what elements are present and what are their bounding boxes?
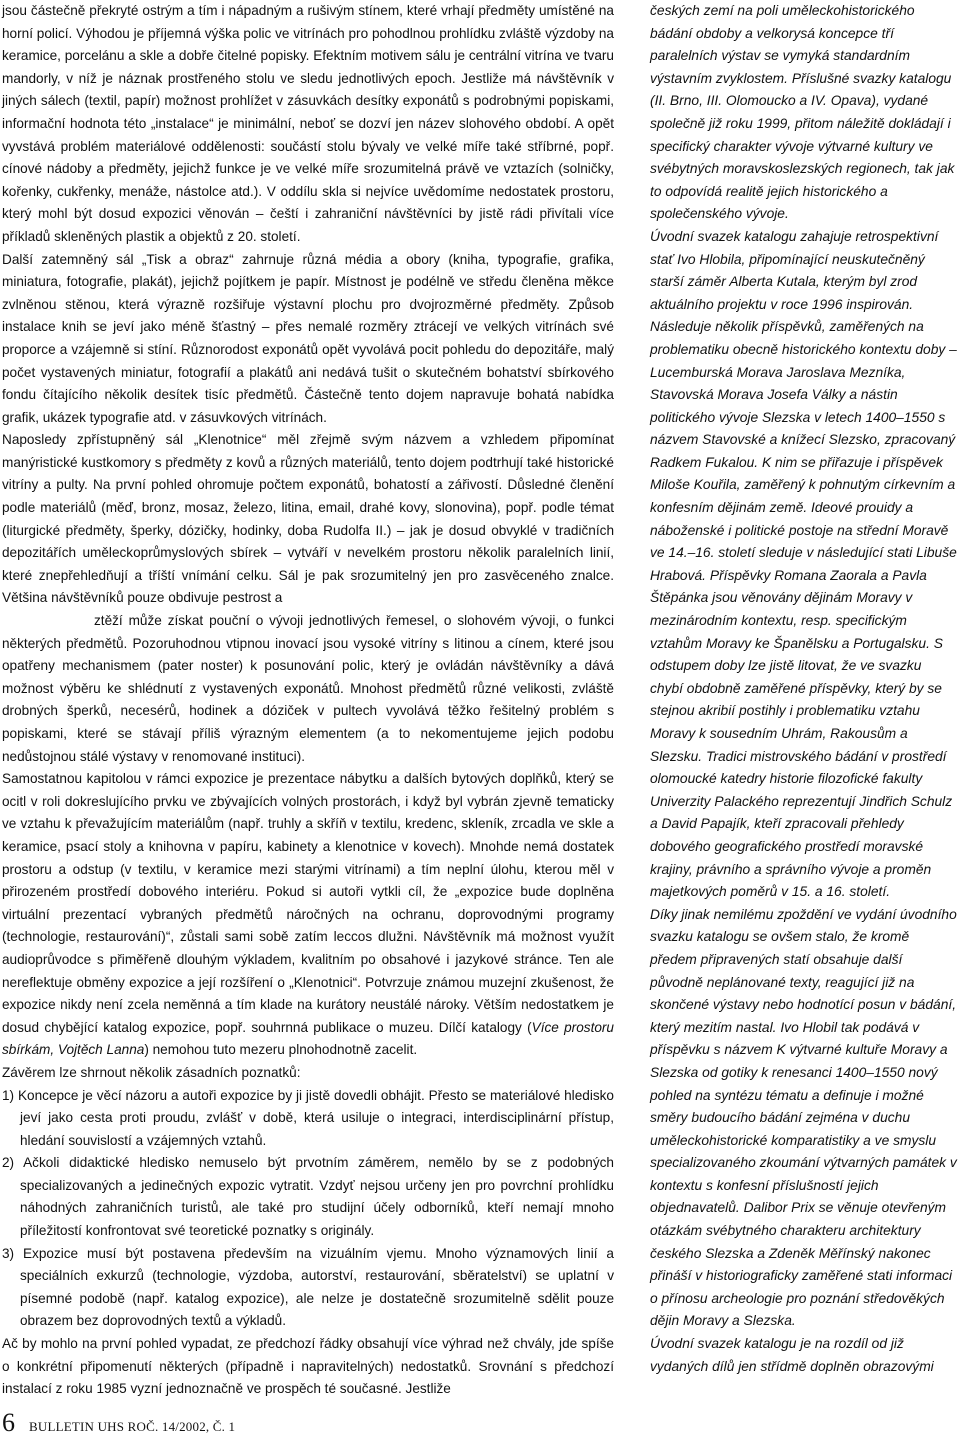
running-footer-title: BULLETIN UHS ROČ. 14/2002, Č. 1	[29, 1419, 236, 1434]
paragraph-final: Ač by mohlo na první pohled vypadat, ze předchozí řádky obsahují více výhrad než chvály, jde spíše o konkrétní připomenutí některých (případně i napravitelných) nedostatků. Srovnání s předchozí instalací z roku 1985 vyzní jednoznačně ve prospěch té současné. Jestliže	[2, 1336, 614, 1397]
page-number: 6	[2, 1408, 15, 1437]
list-item-2: 2) Ačkoli didaktické hledisko nemuselo být prvotním záměrem, nemělo by se z podobných specializovaných a jedinečných expozic vytratit. Vzdyť nejsou určeny jen pro povrchní prohlídku náhodných zahraničních turistů, ale také pro studijní účely odborníků, kteří nemají mnoho příležitostí konfrontovat své teoretické poznatky s originály.	[2, 1155, 614, 1239]
list-item-1: 1) Koncepce je věcí názoru a autoři expozice by ji jistě dovedli obhájit. Přesto se materiálové hledisko jeví jako cesta proti proudu, zvlášť v době, která usiluje o integraci, interdisciplinární přístup, hledání souvislostí a vzájemných vztahů.	[2, 1087, 614, 1148]
furniture-text-end: ) nemohou tuto mezeru plnohodnotně zacelit.	[144, 1042, 418, 1058]
review-paragraph-4: Úvodní svazek katalogu je na rozdíl od již vydaných dílů jen střídmě doplněn obrazovými	[650, 1336, 934, 1374]
catalog-titles: Více prostoru sbírkám, Vojtěch Lanna	[2, 1019, 614, 1058]
main-text-column	[2, 0, 614, 1401]
paragraph-conclusion-intro: Závěrem lze shrnout několik zásadních poznatků:	[2, 1064, 301, 1080]
paragraph-ceramics-hall: jsou částečně překryté ostrým a tím i nápadným a rušivým stínem, které vrhají předměty umístěné na horní policí. Výhodou je příjemná výška polic ve vitrínách pro pohodlnou prohlídku zvláště výzdoby na keramice, porcelánu a skle a dobře čitelné popisky. Efektním motivem sálu je centrální vitrína ve tvaru mandorly, v níž je náznak prostřeného stolu ve sledu jednotlivých epoch. Jestliže má návštěvník v jiných sálech (textil, papír) možnost prohlížet v zásuvkách desítky exponátů s podrobnými popiskami, informační hodnota této „instalace“ je minimální, neboť se dozví jen název slohového období. A opět vyvstává problém materiálové oddělenosti: součástí stolu bývaly ve velké míře také stříbrné, popř. cínové nádoby a předměty, jejichž funkce je ve velké míře srozumitelná právě ve vztazích (solničky, kořenky, cukřenky, menáže, nástolce atd.). V oddílu skla si nejvíce uvědomíme nedostatek prostoru, který mohl být dosud expozici věnován – čeští i zahraniční návštěvníci by jistě rádi přivítali více příkladů skleněných plastik a objektů z 20. století.	[2, 3, 614, 244]
treasury-text-b: ztěží může získat pouční o vývoji jednotlivých řemesel, o slohovém vývoji, o funkci některých předmětů. Pozoruhodnou vtipnou inovací jsou vysoké vitríny s litinou a cínem, které jsou opatřeny mechanismem (pater noster) k posunování polic, který je ovládán návštěvníky a dává možnost výběru ke shlédnutí z vystavených exponátů. Mnohost předmětů různé velikosti, zvláště drobných šperků, necesérů, hodinek a dóziček v pultech vyvolává těžko řešitelný problém s popiskami, které se stávají příliš výrazným elementem (a to nekomentujeme jejich podobu nedůstojnou stálé výstavy v renomované instituci).	[2, 613, 614, 764]
review-paragraph-3: Díky jinak nemilému zpoždění ve vydání úvodního svazku katalogu se ovšem stalo, že kromě předem připravených statí obsahuje další původně neplánované texty, reagující již na skončené výstavy nebo hodnotící posun v bádání, který mezitím nastal. Ivo Hlobil tak podává v příspěvku s názvem K výtvarné kultuře Moravy a Slezska od gotiky k renesanci 1400–1550 nový pohled na syntézu tématu a definuje i možné směry budoucího bádání zejména v duchu uměleckohistorické komparatistiky a ve smyslu specializovaného zkoumání výtvarných památek v kontextu s konfesní příslušností jejich objednavatelů. Dalibor Prix se věnuje otevřeným otázkám svébytného charakteru architektury českého Slezska a Zdeněk Měřínský nakonec přináší v historiograficky zaměřené stati informaci o přínosu archeologie pro poznání středověkých dějin Moravy a Slezska.	[650, 906, 957, 1329]
paragraph-treasury-hall	[2, 429, 614, 768]
furniture-text: Samostatnou kapitolou v rámci expozice je prezentace nábytku a dalších bytových doplňků, který se ocitl v roli dokreslujícího prvku ve zbývajících volných prostorách, i když byl vybrán zjevně tematicky ve vztahu k převažujícím materiálům (např. truhly a skříň v textilu, kredenc, skleník, zrcadla ve skle a keramice, psací stoly a knihovna v papíru, kabinety a klenotnice v kovech). Mnohde nemá dostatek prostoru a odstup (v textilu, v keramice mezi starými vitrínami) a tím neplní úlohu, kterou měl v přirozeném prostředí dobového interiéru. Pokud si autoři vytkli cíl, že „expozice bude doplněna virtuální prezentací vybraných předmětů náročných na ochranu, doprovodnými programy (technologie, restaurování)“, zůstali sami sobě zatím leccos dlužni. Návštěvník má možnost využít audioprůvodce s přiměřeně dlouhým výkladem, kvalitním po obsahové i jazykové stránce. Ten ale nereflektuje obměny expozice a její rozšíření o „Klenotnici“. Potvrzuje známou muzejní zkušenost, že expozice nikdy není zcela neměnná a tím klade na kurátory neustálé nároky. Větším nedostatkem je dosud chybějící katalog expozice, popř. souhrnná publikace o muzeu. Dílčí katalogy (	[2, 771, 614, 1035]
paragraph-print-and-image-hall: Další zatemněný sál „Tisk a obraz“ zahrnuje různá média a obory (kniha, typografie, grafika, miniatura, fotografie, plakát), jejichž pojítkem je papír. Místnost je podélně ve středu členěna měkce zvlněnou stěnou, která výrazně rozšiřuje výstavní plochu pro dvojrozměrné předměty. Způsob instalace knih se jeví jako méně šťastný – přes nemalé rozměry ztrácejí ve velkých vitrínách své proporce a vzájemně si stíní. Různorodost exponátů opět vyvolává pocit pohledu do depozitáře, malý počet vystavených miniatur, fotografií a plakátů ani nedává tušit o skutečném bohatství sbírkového fondu čítajícího několik desítek tisíc předmětů. Částečně tento dojem napravuje bohatá nabídka grafik, ukázek typografie atd. v zásuvkových vitrínách.	[2, 251, 614, 425]
paragraph-furniture	[2, 768, 614, 1062]
review-column	[650, 0, 958, 1378]
list-item-3: 3) Expozice musí být postavena především na vizuálním vjemu. Mnoho významových linií a speciálních exkurzů (technologie, výzdoba, autorství, restaurování, sběratelství) se uplatní v písemné podobě (např. katalog expozice), ale nelze je dostatečně srozumitelně sdělit pouze obrazem bez doprovodných textů a výkladů.	[2, 1245, 614, 1329]
review-paragraph-1: českých zemí na poli uměleckohistorického bádání obdoby a velkorysá koncepce tří paralelních výstav se vymyká standardním výstavním zvyklostem. Příslušné svazky katalogu (II. Brno, III. Olomoucko a IV. Opava), vydané společně již roku 1999, přitom náležitě dokládají i specifický charakter vývoje výtvarné kultury ve svébytných moravskoslezských regionech, tak jak to odpovídá realitě jejich historického a společenského vývoje.	[650, 3, 955, 222]
page-footer	[2, 1408, 235, 1438]
treasury-text-a: Naposledy zpřístupněný sál „Klenotnice“ měl zřejmě svým názvem a vzhledem připomínat manýristické kustkomory s předměty z kovů a různých materiálů, tento dojem podtrhují také historické vitríny a pulty. Na první pohled ohromuje počtem exponátů, bohatostí a zářivostí. Důsledné členění podle materiálů (měď, bronz, mosaz, železo, litina, email, drahé kovy, slonovina), popř. podle témat (liturgické předměty, šperky, dózičky, hodinky, doba Rudolfa II.) – jak je dosud obvyklé v tradičních depozitářích uměleckoprůmyslových sbírek – vytváří v nevelkém prostoru několik paralelních linií, které znepřehledňují a tříští vnímání celku. Sál je pak srozumitelný jen pro zasvěceného znalce. Většina návštěvníků pouze obdivuje pestrost a	[2, 432, 614, 606]
review-paragraph-2: Úvodní svazek katalogu zahajuje retrospektivní stať Ivo Hlobila, připomínající neuskutečněný starší záměr Alberta Kutala, kterým byl zrod aktuálního projektu v roce 1996 inspirován. Následuje několik příspěvků, zaměřených na problematiku obecně historického kontextu doby – Lucemburská Morava Jaroslava Mezníka, Stavovská Morava Josefa Války a nástin politického vývoje Slezska v letech 1400–1550 s názvem Stavovské a knížecí Slezsko, zpracovaný Radkem Fukalou. K nim se přiřazuje i příspěvek Miloše Kouřila, zaměřený k pohnutým církevním a konfesním dějinám země. Ideové prouidy a náboženské i politické postoje na střední Moravě ve 14.–16. století sleduje v následující stati Libuše Hrabová. Příspěvky Romana Zaorala a Pavla Štěpánka jsou věnovány dějinám Moravy v mezinárodním kontextu, resp. specifickým vztahům Moravy ke Španělsku a Portugalsku. S odstupem doby lze jistě litovat, že ve svazku chybí obdobně zaměřené příspěvky, který by se stejnou akribií postihly i problematiku vztahu Moravy k sousedním Uhrám, Rakousům a Slezsku. Tradici mistrovského bádání v prostředí olomoucké katedry historie filozofické fakulty Univerzity Palackého reprezentují Jindřich Schulz a David Papajík, kteří zpracovali přehledy dobového geografického prostředí moravské krajiny, právního a správního vývoje a proměn majetkových poměrů v 15. a 16. století.	[650, 228, 957, 900]
